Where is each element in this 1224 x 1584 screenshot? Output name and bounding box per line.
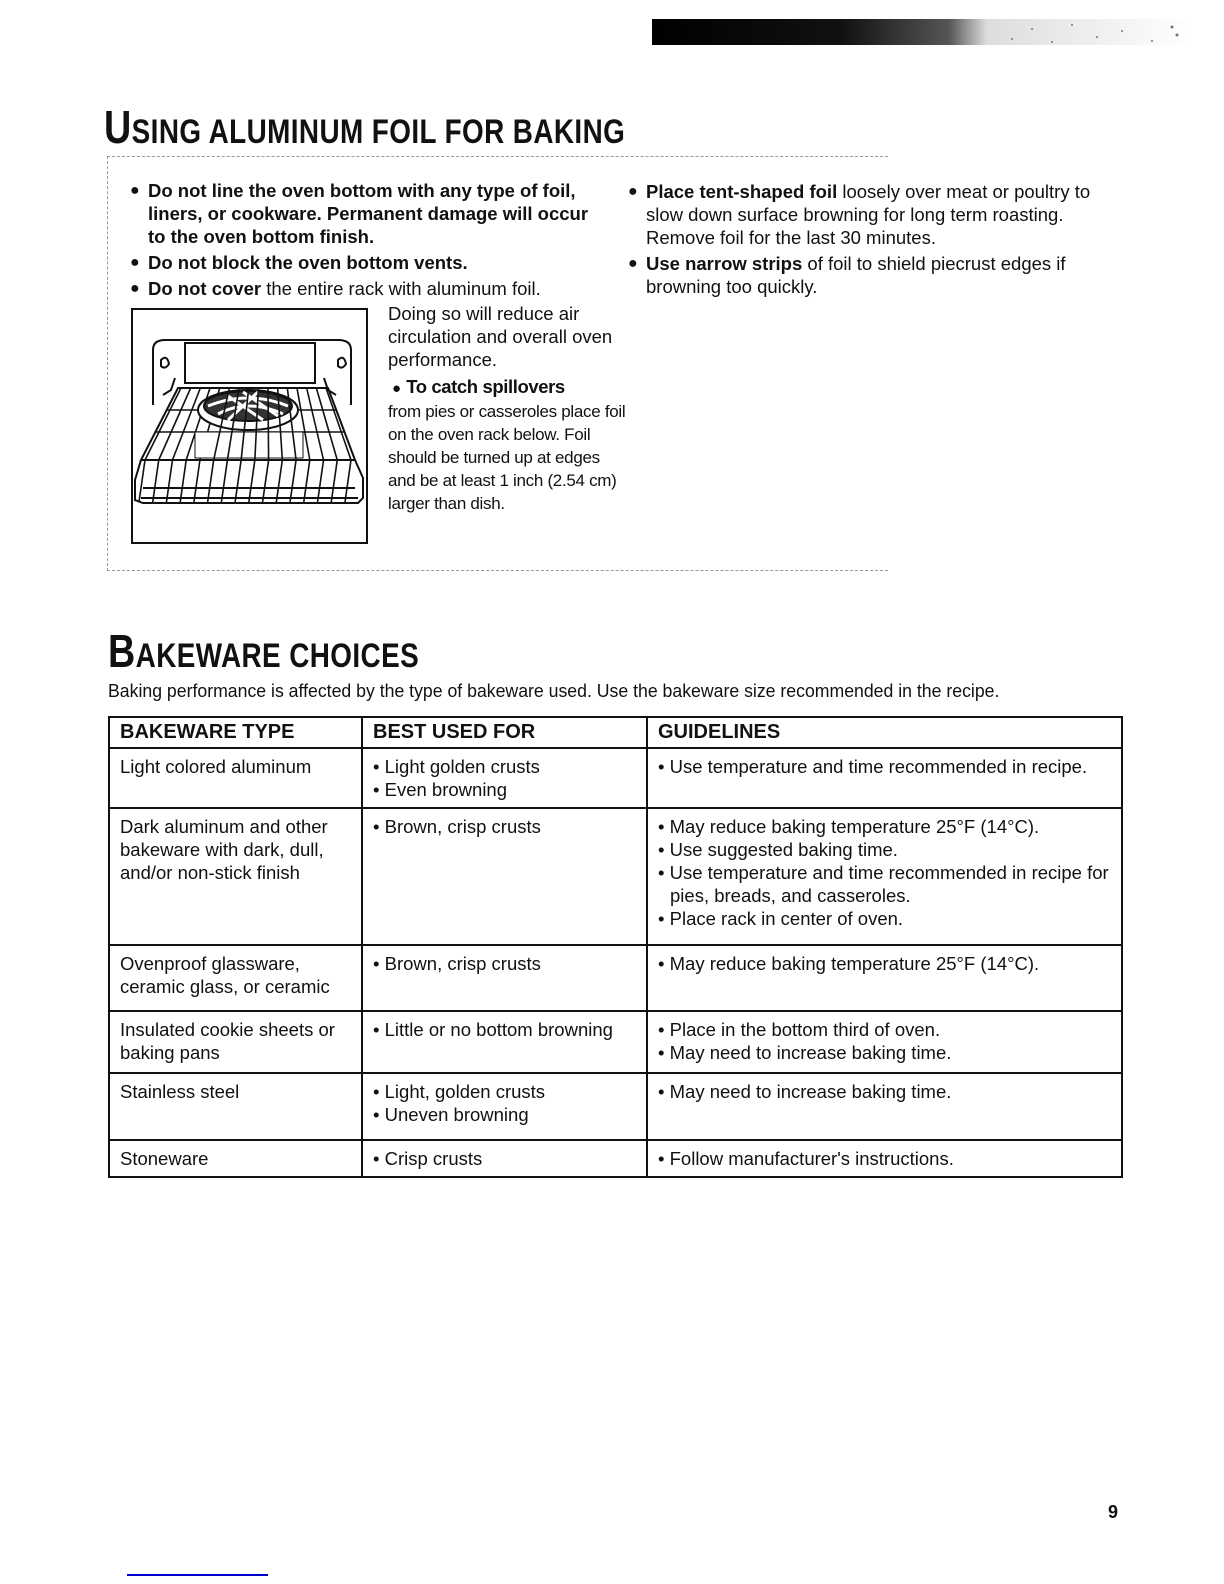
best-used-item: [373, 1018, 636, 1041]
guideline-item: [658, 755, 1111, 778]
bullet-icon: ●: [130, 280, 140, 297]
best-used-item: [373, 1103, 636, 1126]
bullet-icon: •: [658, 816, 665, 837]
bullet-icon: •: [658, 756, 665, 777]
bakeware-table: [108, 716, 1123, 1178]
bullet-icon: ●: [628, 183, 638, 200]
best-used-text: Even browning: [384, 779, 508, 800]
bullet-text: loosely over meat or poultry to slow down surface browning for long term roasting. Remove foil for the last 30 minutes.: [646, 181, 1091, 248]
column-header-type: BAKEWARE TYPE: [109, 717, 362, 748]
foil-section-title: [104, 100, 625, 154]
bullet-bold-text: Do not block the oven bottom vents.: [148, 252, 468, 273]
bullet-icon: •: [373, 953, 380, 974]
table-row: [109, 945, 1122, 1011]
best-used-item: [373, 1147, 636, 1170]
bullet-icon: •: [658, 1148, 665, 1169]
foil-bullet: [626, 180, 1116, 249]
guideline-text: May need to increase baking time.: [669, 1042, 952, 1063]
bullet-bold-text: Place tent-shaped foil: [646, 181, 838, 202]
cell-best-used-for: [362, 808, 647, 945]
guideline-item: [658, 1080, 1111, 1103]
guideline-item: [658, 1147, 1111, 1170]
best-used-text: Crisp crusts: [384, 1148, 483, 1169]
foil-bullet: [626, 252, 1116, 298]
guideline-item: [658, 952, 1111, 975]
cell-bakeware-type: Insulated cookie sheets or baking pans: [109, 1011, 362, 1073]
foil-left-bullets: [128, 179, 608, 303]
spillover-bullet: [388, 375, 628, 400]
header-decorative-band: [652, 17, 1192, 49]
bullet-bold-text: Do not cover: [148, 278, 262, 299]
bullet-icon: •: [373, 756, 380, 777]
cell-bakeware-type: Stainless steel: [109, 1073, 362, 1140]
best-used-text: Light, golden crusts: [384, 1081, 546, 1102]
table-row: [109, 1140, 1122, 1177]
guideline-text: Place in the bottom third of oven.: [669, 1019, 941, 1040]
best-used-text: Light golden crusts: [384, 756, 540, 777]
bullet-bold-text: Use narrow strips: [646, 253, 803, 274]
best-used-text: Little or no bottom browning: [384, 1019, 613, 1040]
table-header-row: [109, 717, 1122, 748]
page-number: 9: [1108, 1502, 1119, 1522]
foil-right-bullets: [626, 180, 1116, 301]
bullet-icon: ●: [628, 255, 638, 272]
best-used-item: [373, 778, 636, 801]
guideline-item: [658, 861, 1111, 907]
table-row: [109, 748, 1122, 808]
bullet-icon: •: [373, 1104, 380, 1125]
guideline-text: Place rack in center of oven.: [669, 908, 904, 929]
cell-bakeware-type: Stoneware: [109, 1140, 362, 1177]
best-used-item: [373, 755, 636, 778]
spillover-text: from pies or casseroles place foil on the oven rack below. Foil should be turned up at edges and be at least 1 inch (2.54 cm) larger than dish.: [388, 402, 626, 513]
cell-best-used-for: [362, 1011, 647, 1073]
cell-bakeware-type: Dark aluminum and other bakeware with dark, dull, and/or non-stick finish: [109, 808, 362, 945]
bakeware-section-title: [108, 624, 419, 678]
bullet-icon: •: [373, 1148, 380, 1169]
bullet-icon: •: [658, 908, 665, 929]
guideline-text: Use suggested baking time.: [669, 839, 898, 860]
bullet-icon: ●: [130, 254, 140, 271]
foil-bullet: [128, 179, 608, 248]
foil-bullet: [128, 251, 608, 274]
guideline-item: [658, 1041, 1111, 1064]
bullet-icon: •: [658, 1081, 665, 1102]
guideline-text: May reduce baking temperature 25°F (14°C).: [669, 953, 1040, 974]
table-row: [109, 1073, 1122, 1140]
cell-guidelines: [647, 748, 1122, 808]
bullet-icon: •: [373, 1019, 380, 1040]
title-rest: AKEWARE CHOICES: [135, 637, 420, 675]
bullet-icon: •: [658, 953, 665, 974]
title-initial: B: [108, 625, 136, 677]
guideline-text: Use temperature and time recommended in recipe.: [669, 756, 1088, 777]
bullet-text: of foil to shield piecrust edges if browning too quickly.: [646, 253, 1066, 297]
column-header-guidelines: GUIDELINES: [647, 717, 1122, 748]
bullet-icon: •: [658, 1019, 665, 1040]
title-rest: SING ALUMINUM FOIL FOR BAKING: [131, 113, 626, 151]
guideline-text: Use temperature and time recommended in recipe for pies, breads, and casseroles.: [669, 862, 1109, 906]
bullet-icon: •: [658, 839, 665, 860]
best-used-text: Uneven browning: [384, 1104, 529, 1125]
guideline-item: [658, 838, 1111, 861]
guideline-item: [658, 1018, 1111, 1041]
bullet-icon: •: [373, 779, 380, 800]
table-row: [109, 808, 1122, 945]
best-used-text: Brown, crisp crusts: [384, 953, 541, 974]
bullet-icon: •: [658, 1042, 665, 1063]
best-used-item: [373, 815, 636, 838]
guideline-text: May reduce baking temperature 25°F (14°C).: [669, 816, 1040, 837]
cell-guidelines: [647, 808, 1122, 945]
bakeware-intro: Baking performance is affected by the type of bakeware used. Use the bakeware size recommended in the recipe.: [108, 680, 1000, 701]
cell-bakeware-type: Light colored aluminum: [109, 748, 362, 808]
bullet-bold-text: Do not line the oven bottom with any type of foil, liners, or cookware. Permanent damage will occur to the oven bottom finish.: [148, 180, 589, 247]
spillover-bold-text: To catch spillovers: [406, 376, 565, 397]
table-row: [109, 1011, 1122, 1073]
cell-guidelines: [647, 1011, 1122, 1073]
bullet-icon: •: [373, 816, 380, 837]
best-used-text: Brown, crisp crusts: [384, 816, 541, 837]
column-header-best-used-for: BEST USED FOR: [362, 717, 647, 748]
cell-best-used-for: [362, 748, 647, 808]
cell-best-used-for: [362, 1140, 647, 1177]
foil-bullet: [128, 277, 608, 300]
oven-rack-with-pie-icon: [133, 310, 366, 542]
cell-guidelines: [647, 945, 1122, 1011]
foil-continuation-text: [388, 302, 628, 515]
cell-best-used-for: [362, 1073, 647, 1140]
oven-rack-illustration: [131, 308, 368, 544]
cell-guidelines: [647, 1073, 1122, 1140]
bullet-icon: ●: [130, 182, 140, 199]
guideline-text: Follow manufacturer's instructions.: [669, 1148, 954, 1169]
cell-bakeware-type: Ovenproof glassware, ceramic glass, or ceramic: [109, 945, 362, 1011]
guideline-item: [658, 815, 1111, 838]
guideline-text: May need to increase baking time.: [669, 1081, 952, 1102]
bullet-icon: •: [373, 1081, 380, 1102]
bottom-rule: [127, 1574, 268, 1576]
bullet-icon: ●: [392, 380, 402, 397]
cell-guidelines: [647, 1140, 1122, 1177]
title-initial: U: [104, 101, 132, 153]
bullet-icon: •: [658, 862, 665, 883]
cell-best-used-for: [362, 945, 647, 1011]
continuation-text: Doing so will reduce air circulation and overall oven performance.: [388, 303, 613, 370]
best-used-item: [373, 952, 636, 975]
best-used-item: [373, 1080, 636, 1103]
bullet-text: the entire rack with aluminum foil.: [261, 278, 541, 299]
guideline-item: [658, 907, 1111, 930]
